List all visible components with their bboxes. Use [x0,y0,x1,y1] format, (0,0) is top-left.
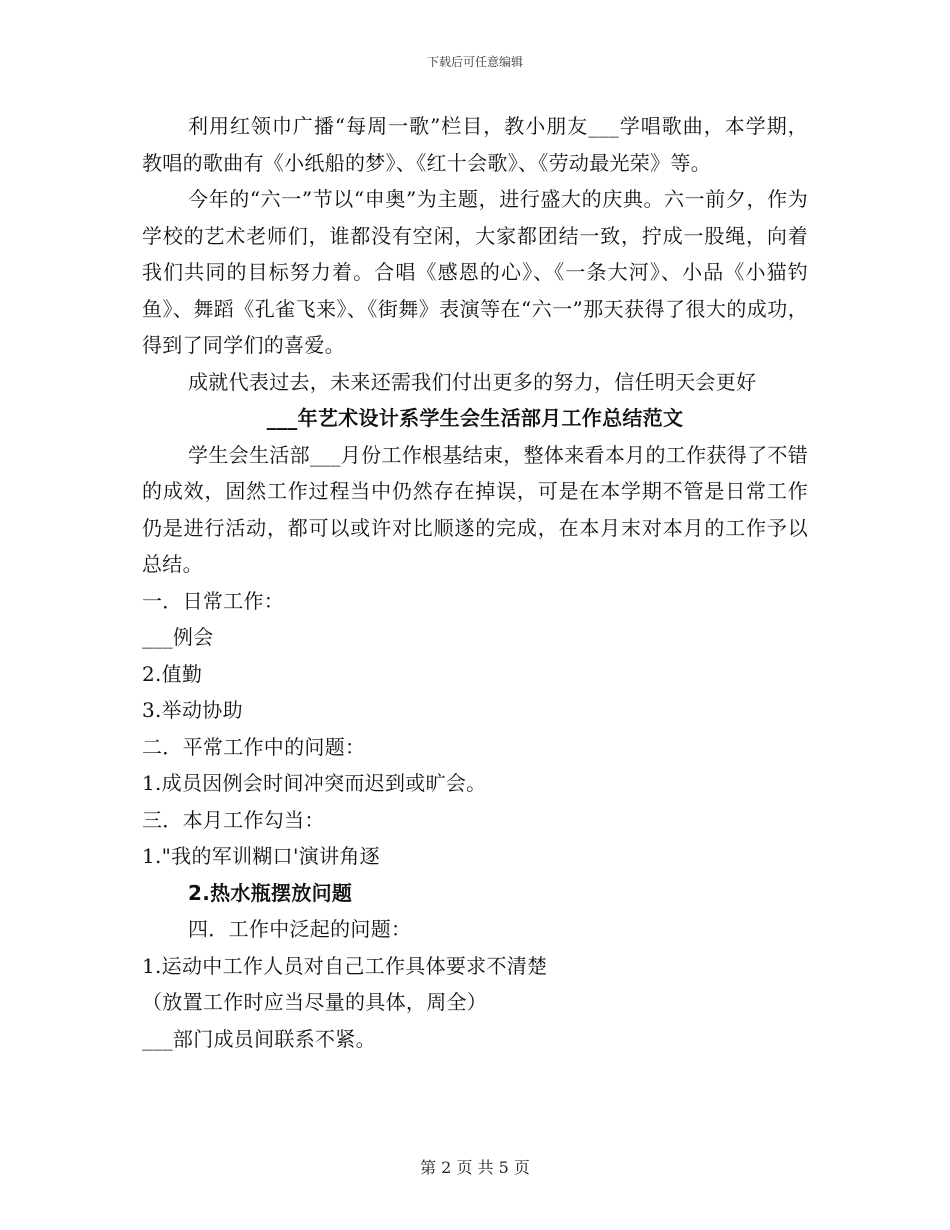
list-item: （放置工作时应当尽量的具体，周全） [142,990,488,1014]
page-footer: 第 2 页 共 5 页 [420,1158,530,1177]
paragraph: 利用红领巾广播“每周一歌”栏目，教小朋友___学唱歌曲，本学期，教唱的歌曲有《小纸船的梦》、《红十会歌》、《劳动最光荣》等。 [142,114,808,175]
paragraph: 成就代表过去，未来还需我们付出更多的努力，信任明天会更好 [188,369,757,394]
paragraph: 学生会生活部___月份工作根基结束，整体来看本月的工作获得了不错的成效，固然工作过程当中仍然存在掉误，可是在本学期不管是日常工作仍是进行活动，都可以或许对比顺遂的完成，在本月末对本月的工作予以总结。 [142,442,808,576]
page-header: 下载后可任意编辑 [426,55,523,69]
section-heading: 二．平常工作中的问题： [142,734,366,759]
list-item: 1.成员因例会时间冲突而迟到或旷会。 [142,771,487,795]
section-heading: 一．日常工作： [142,588,285,613]
list-item: 1.运动中工作人员对自己工作具体要求不清楚 [142,953,548,978]
list-item: 1."我的军训糊口'演讲角逐 [142,844,380,868]
list-item: 3.举动协助 [142,698,243,722]
paragraph: 今年的“六一”节以“申奥”为主题，进行盛大的庆典。六一前夕，作为学校的艺术老师们，谁都没有空闲，大家都团结一致，拧成一股绳，向着我们共同的目标努力着。合唱《感恩的心》、《一条大河》、小品《小猫钓鱼》、舞蹈《孔雀飞来》、《街舞》表演等在“六一”那天获得了很大的成功，得到了同学们的喜爱。 [142,187,808,357]
section-heading: 三．本月工作勾当： [142,807,325,832]
list-item: 2.值勤 [142,661,203,686]
document-body [142,108,808,1057]
document-title: ___年艺术设计系学生会生活部月工作总结范文 [266,406,684,430]
section-heading: 四．工作中泛起的问题： [188,917,412,941]
list-item: ___部门成员间联系不紧。 [142,1026,376,1051]
list-item: ___例会 [142,625,214,649]
list-item-bold: 2.热水瓶摆放问题 [188,880,353,905]
